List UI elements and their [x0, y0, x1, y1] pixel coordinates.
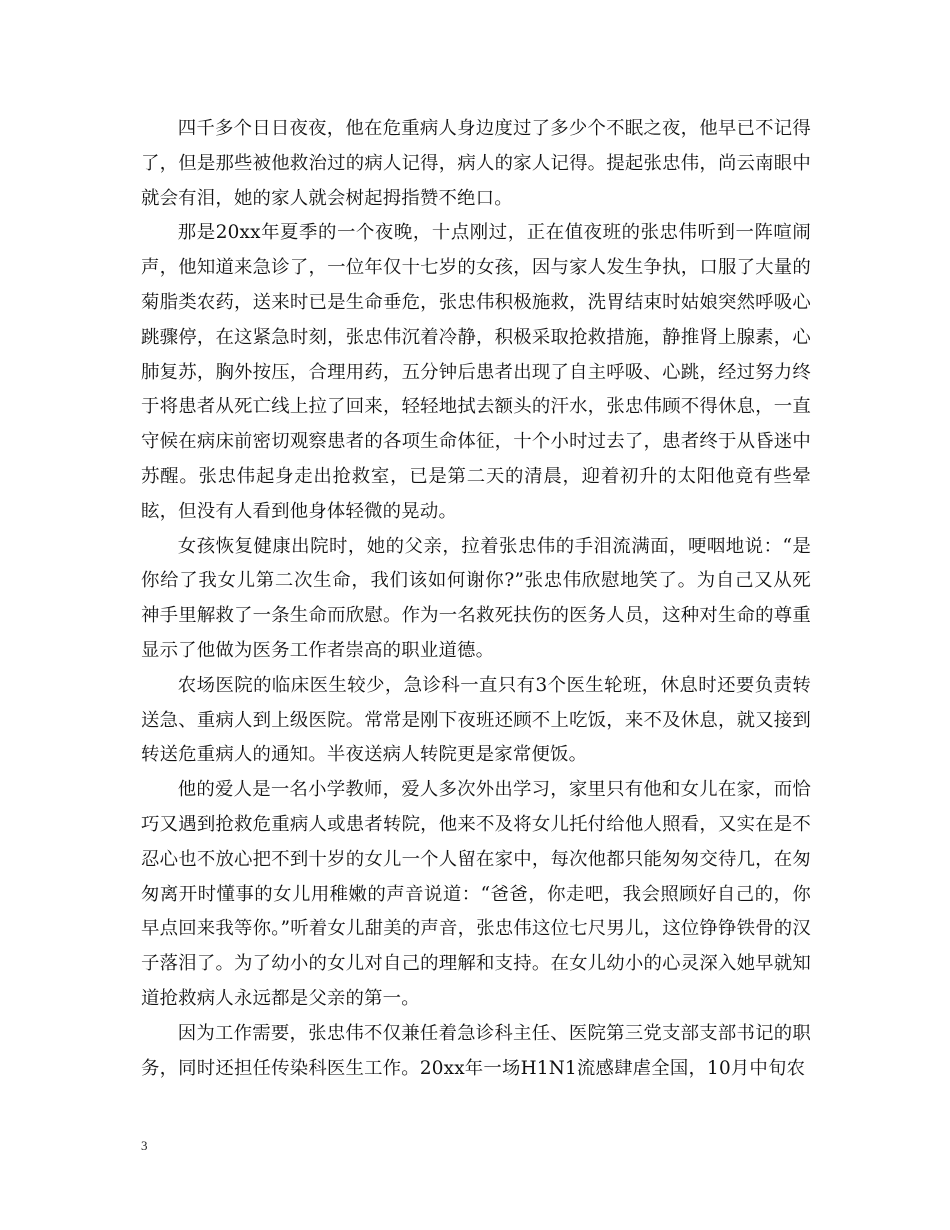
page-number: 3 [141, 1138, 148, 1153]
paragraph-1: 四千多个日日夜夜，他在危重病人身边度过了多少个不眠之夜，他早已不记得了，但是那些被他救治过的病人记得，病人的家人记得。提起张忠伟，尚云南眼中就会有泪，她的家人就会树起拇指赞不绝口。 [141, 118, 811, 209]
paragraph-6: 因为工作需要，张忠伟不仅兼任着急诊科主任、医院第三党支部支部书记的职务，同时还担任传染科医生工作。20xx年一场H1N1流感肆虐全国，10月中旬农 [141, 1022, 811, 1079]
document-body [141, 112, 811, 1086]
paragraph-3: 女孩恢复健康出院时，她的父亲，拉着张忠伟的手泪流满面，哽咽地说：“是你给了我女儿第二次生命，我们该如何谢你?”张忠伟欣慰地笑了。为自己又从死神手里解救了一条生命而欣慰。作为一名救死扶伤的医务人员，这种对生命的尊重显示了他做为医务工作者崇高的职业道德。 [141, 535, 811, 661]
paragraph-4: 农场医院的临床医生较少，急诊科一直只有3个医生轮班，休息时还要负责转送急、重病人到上级医院。常常是刚下夜班还顾不上吃饭，来不及休息，就又接到转送危重病人的通知。半夜送病人转院更是家常便饭。 [141, 674, 811, 766]
paragraph-2: 那是20xx年夏季的一个夜晚，十点刚过，正在值夜班的张忠伟听到一阵喧闹声，他知道来急诊了，一位年仅十七岁的女孩，因与家人发生争执，口服了大量的菊脂类农药，送来时已是生命垂危，张忠伟积极施救，洗胃结束时姑娘突然呼吸心跳骤停，在这紧急时刻，张忠伟沉着冷静，积极采取抢救措施，静推肾上腺素，心肺复苏，胸外按压，合理用药，五分钟后患者出现了自主呼吸、心跳，经过努力终于将患者从死亡线上拉了回来，轻轻地拭去额头的汗水，张忠伟顾不得休息，一直守候在病床前密切观察患者的各项生命体征，十个小时过去了，患者终于从昏迷中苏醒。张忠伟起身走出抢救室，已是第二天的清晨，迎着初升的太阳他竟有些晕眩，但没有人看到他身体轻微的晃动。 [141, 222, 811, 522]
paragraph-5: 他的爱人是一名小学教师，爱人多次外出学习，家里只有他和女儿在家，而恰巧又遇到抢救危重病人或患者转院，他来不及将女儿托付给他人照看，又实在是不忍心也不放心把不到十岁的女儿一个人留在家中，每次他都只能匆匆交待几，在匆匆离开时懂事的女儿用稚嫩的声音说道：“爸爸，你走吧，我会照顾好自己的，你早点回来我等你。”听着女儿甜美的声音，张忠伟这位七尺男儿，这位铮铮铁骨的汉子落泪了。为了幼小的女儿对自己的理解和支持。在女儿幼小的心灵深入她早就知道抢救病人永远都是父亲的第一。 [141, 779, 811, 1009]
